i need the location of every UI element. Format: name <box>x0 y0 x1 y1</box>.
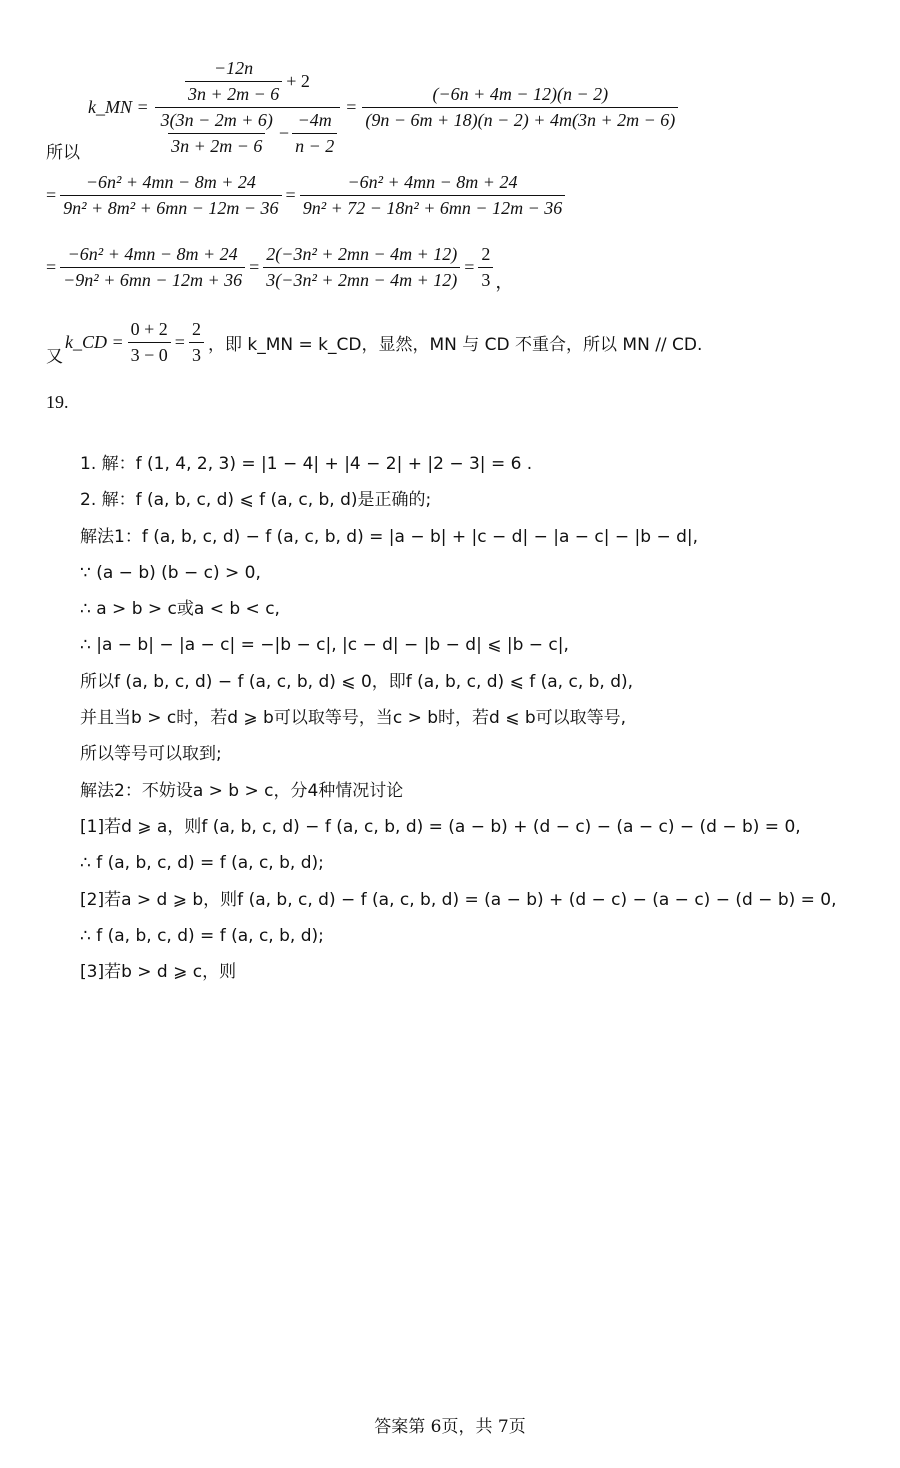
kcd-line: 又 k_CD = $\frac{0 + 2}{3 - 0}$ = $\frac{2}{3}$ ，即 k_MN = k_CD，显然，MN 与 CD 不重合，所以 MN // CD. <box>46 319 703 367</box>
minus-sign: − <box>278 123 290 143</box>
kcd-conclusion: ，即 k_MN = k_CD，显然，MN 与 CD 不重合，所以 MN // CD. <box>207 335 703 355</box>
kcd-label: k_CD = <box>65 332 124 352</box>
den-left-fraction <box>158 110 276 157</box>
rhs-fraction <box>362 84 678 131</box>
derivation-line-2: = $\frac{\text{−6n² + 4mn − 8m + 24}}{\text{9n² + 8m² + 6mn − 12m − 36}}$ = $\frac{\text{−6n² + 4mn − 8m + 24}}{\text{9n² + 72 − 18n² + 6mn − 12m − 36}}$ <box>46 172 565 219</box>
kcd-result-den: 3 <box>189 342 204 366</box>
l3-num-a: −6n² + 4mn − 8m + 24 <box>67 243 238 264</box>
big-numerator <box>182 58 313 107</box>
l3-fraction-a <box>60 244 245 291</box>
kcd-num: 0 + 2 <box>130 319 168 339</box>
small-fraction <box>185 58 282 105</box>
derivation-line-3: = $\frac{\text{−6n² + 4mn − 8m + 24}}{\text{−9n² + 6mn − 12m + 36}}$ = $\frac{\text{2(−3n² + 2mn − 4m + 12)}}{\text{3(−3n² + 2mn − 4m + 12)}}$ = $\frac{2}{3}$ ， <box>46 243 514 292</box>
solution-line: [2]若a > d ⩾ b，则f (a, b, c, d) − f (a, c, b, d) = (a − b) + (d − c) − (a − c) − (d − b) = 0, <box>80 889 837 910</box>
solution-line: 所以f (a, b, c, d) − f (a, c, b, d) ⩽ 0，即f (a, b, c, d) ⩽ f (a, c, b, d), <box>80 671 634 692</box>
l3-comma: ， <box>495 272 514 292</box>
den-right-fraction <box>292 110 337 157</box>
solution-line: 1. 解：f (1, 4, 2, 3) = |1 − 4| + |4 − 2| + |2 − 3| = 6 . <box>80 454 533 474</box>
kcd-fraction <box>128 319 171 366</box>
kcd-result <box>189 319 204 366</box>
small-fraction-den: 3n + 2m − 6 <box>185 81 282 105</box>
rhs-den: (9n − 6m + 18)(n − 2) + 4m(3n + 2m − 6) <box>362 107 678 131</box>
big-denominator <box>155 107 341 157</box>
den-right-den: n − 2 <box>292 133 337 157</box>
l3-den-a: −9n² + 6mn − 12m + 36 <box>60 267 245 291</box>
kcd-den: 3 − 0 <box>128 342 171 366</box>
l2-fraction-b <box>300 172 566 219</box>
l2-fraction-a <box>60 172 281 219</box>
rhs-num: (−6n + 4m − 12)(n − 2) <box>432 84 609 104</box>
plus-two: + 2 <box>286 71 310 91</box>
solution-line: [3]若b > d ⩾ c，则 <box>80 962 237 983</box>
solution-line: ∴ a > b > c或a < b < c, <box>80 599 280 620</box>
l2-num-a: −6n² + 4mn − 8m + 24 <box>85 172 256 192</box>
kmn-label: k_MN = <box>88 97 149 117</box>
you-label: 又 <box>46 347 63 367</box>
suoyi-label: 所以 <box>46 143 80 163</box>
den-left-num: 3(3n − 2m + 6) <box>160 110 273 130</box>
l3-result-num: 2 <box>481 243 491 264</box>
solution-line: ∴ |a − b| − |a − c| = −|b − c|, |c − d| − |b − d| ⩽ |b − c|, <box>80 635 569 656</box>
l3-den-b: 3(−3n² + 2mn − 4m + 12) <box>263 267 460 291</box>
kmn-equation <box>88 55 678 160</box>
l2-num-b: −6n² + 4mn − 8m + 24 <box>347 172 518 192</box>
l3-result-den: 3 <box>478 267 493 291</box>
kcd-result-num: 2 <box>191 319 201 339</box>
l3-result <box>478 244 493 291</box>
solution-line: ∴ f (a, b, c, d) = f (a, c, b, d); <box>80 853 324 874</box>
solution-line: 所以等号可以取到; <box>80 744 222 765</box>
den-left-den: 3n + 2m − 6 <box>168 133 265 157</box>
l2-den-a: 9n² + 8m² + 6mn − 12m − 36 <box>60 195 281 219</box>
equals-sign: = <box>346 97 357 117</box>
l2-den-b: 9n² + 72 − 18n² + 6mn − 12m − 36 <box>300 195 566 219</box>
solution-line: ∴ f (a, b, c, d) = f (a, c, b, d); <box>80 925 324 946</box>
page-footer: 答案第 6页，共 7页 <box>374 1417 526 1437</box>
l3-num-b: 2(−3n² + 2mn − 4m + 12) <box>266 243 458 264</box>
solution-line: 解法2：不妨设a > b > c，分4种情况讨论 <box>80 780 404 801</box>
kmn-big-fraction <box>155 58 341 157</box>
solution-line: 2. 解：f (a, b, c, d) ⩽ f (a, c, b, d)是正确的; <box>80 490 432 511</box>
solution-line: 解法1：f (a, b, c, d) − f (a, c, b, d) = |a − b| + |c − d| − |a − c| − |b − d|, <box>80 526 699 547</box>
solution-block <box>80 446 837 990</box>
solution-line: [1]若d ⩾ a，则f (a, b, c, d) − f (a, c, b, d) = (a − b) + (d − c) − (a − c) − (d − b) = 0, <box>80 816 801 837</box>
solution-line: ∵ (a − b) (b − c) > 0, <box>80 562 261 583</box>
den-right-num: −4m <box>297 110 332 130</box>
problem-number: 19. <box>46 392 69 412</box>
solution-line: 并且当b > c时，若d ⩾ b可以取等号，当c > b时，若d ⩽ b可以取等号, <box>80 708 627 729</box>
small-fraction-num: −12n <box>214 58 254 78</box>
l3-fraction-b <box>263 244 460 291</box>
